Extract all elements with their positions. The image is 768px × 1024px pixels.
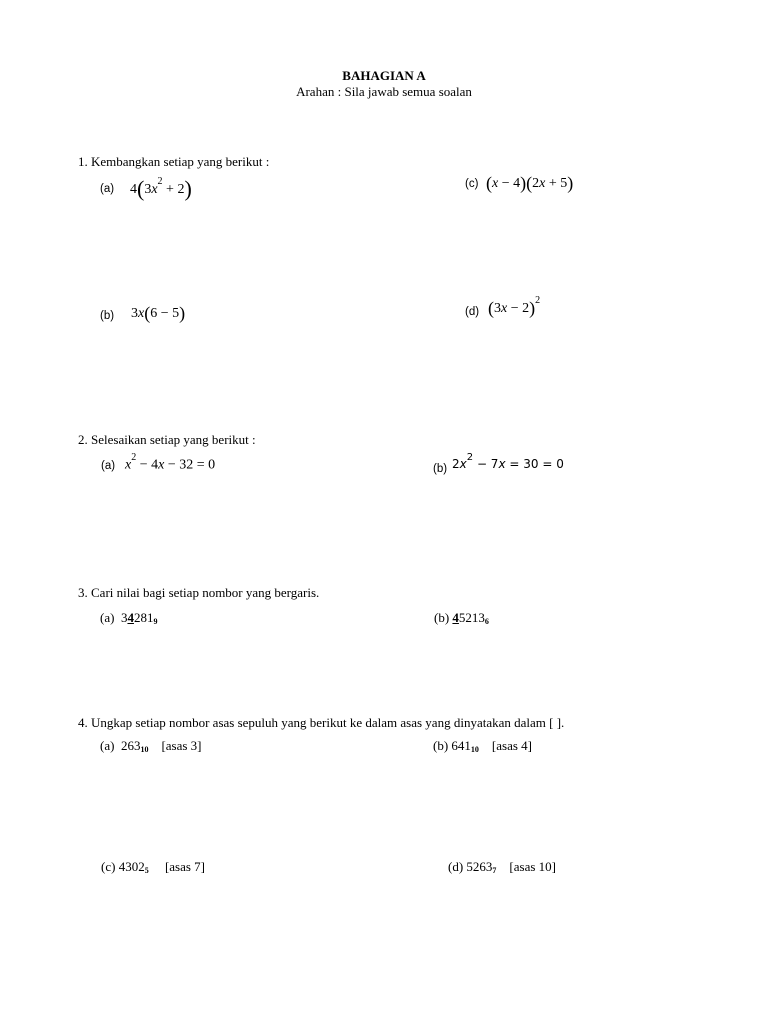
q3b-digits-post: 5213 <box>458 610 485 625</box>
q4b-item <box>433 738 532 754</box>
q4a-item <box>100 738 202 754</box>
q4b-label: (b) <box>433 738 449 753</box>
q1c-expression: (x − 4)(2x + 5) <box>486 173 574 193</box>
q3b-base: 6 <box>484 617 489 626</box>
q4c-label: (c) <box>101 859 116 874</box>
q4c-item <box>101 859 205 875</box>
q4a-base: 10 <box>140 745 149 754</box>
q4b-target: [asas 4] <box>491 738 532 753</box>
q1a-label: (a) <box>100 183 115 195</box>
q4a-number: 263 <box>120 738 141 753</box>
q1b-expression: 3x(6 − 5) <box>131 303 186 323</box>
q2a-equation: $x^2 - 4x - 32 = 0$ <box>125 452 216 473</box>
q4c-target: [asas 7] <box>164 859 206 874</box>
instruction-text: Arahan : Sila jawab semua soalan <box>296 84 472 99</box>
q3a-underlined-digit: 4 <box>127 610 134 625</box>
q4c-number: 4302 <box>118 859 145 874</box>
q3a-label: (a) <box>100 610 115 625</box>
q1d-expression: $(3x - 2)^2$ <box>488 295 541 318</box>
q2b-equation: $2x^2 - 7x = 30 = 0$ <box>452 452 564 471</box>
q2b-label: (b) <box>433 463 448 475</box>
question-2-prompt: 2. Selesaikan setiap yang berikut : <box>78 432 256 447</box>
q4d-label: (d) <box>448 859 464 874</box>
q4a-label: (a) <box>100 738 115 753</box>
q3a-item <box>100 610 157 626</box>
q4d-item <box>448 859 556 875</box>
q4a-target: [asas 3] <box>161 738 202 753</box>
q2a-label: (a) <box>101 460 116 472</box>
q4d-number: 5263 <box>466 859 493 874</box>
question-1-prompt: 1. Kembangkan setiap yang berikut : <box>78 154 270 169</box>
q1d-label: (d) <box>465 306 480 318</box>
q1b-label: (b) <box>100 310 115 322</box>
question-3-prompt: 3. Cari nilai bagi setiap nombor yang bergaris. <box>78 585 320 600</box>
question-4-prompt: 4. Ungkap setiap nombor asas sepuluh yang berikut ke dalam asas yang dinyatakan dalam [ ]. <box>78 715 565 730</box>
q4c-base: 5 <box>144 866 149 875</box>
q3b-underlined-digit: 4 <box>452 610 459 625</box>
q1a-expression: $4(3x^2 + 2)$ <box>130 176 192 201</box>
q3a-digits-pre: 3 <box>120 610 128 625</box>
q3b-label: (b) <box>434 610 450 625</box>
q4b-base: 10 <box>470 745 479 754</box>
q3a-digits-post: 281 <box>133 610 154 625</box>
q1c-label: (c) <box>465 178 479 190</box>
q3b-item <box>434 610 489 626</box>
q4b-number: 641 <box>451 738 471 753</box>
q4d-base: 7 <box>492 866 497 875</box>
q4d-target: [asas 10] <box>509 859 556 874</box>
section-title: BAHAGIAN A <box>342 68 426 83</box>
q3a-base: 9 <box>153 617 158 626</box>
